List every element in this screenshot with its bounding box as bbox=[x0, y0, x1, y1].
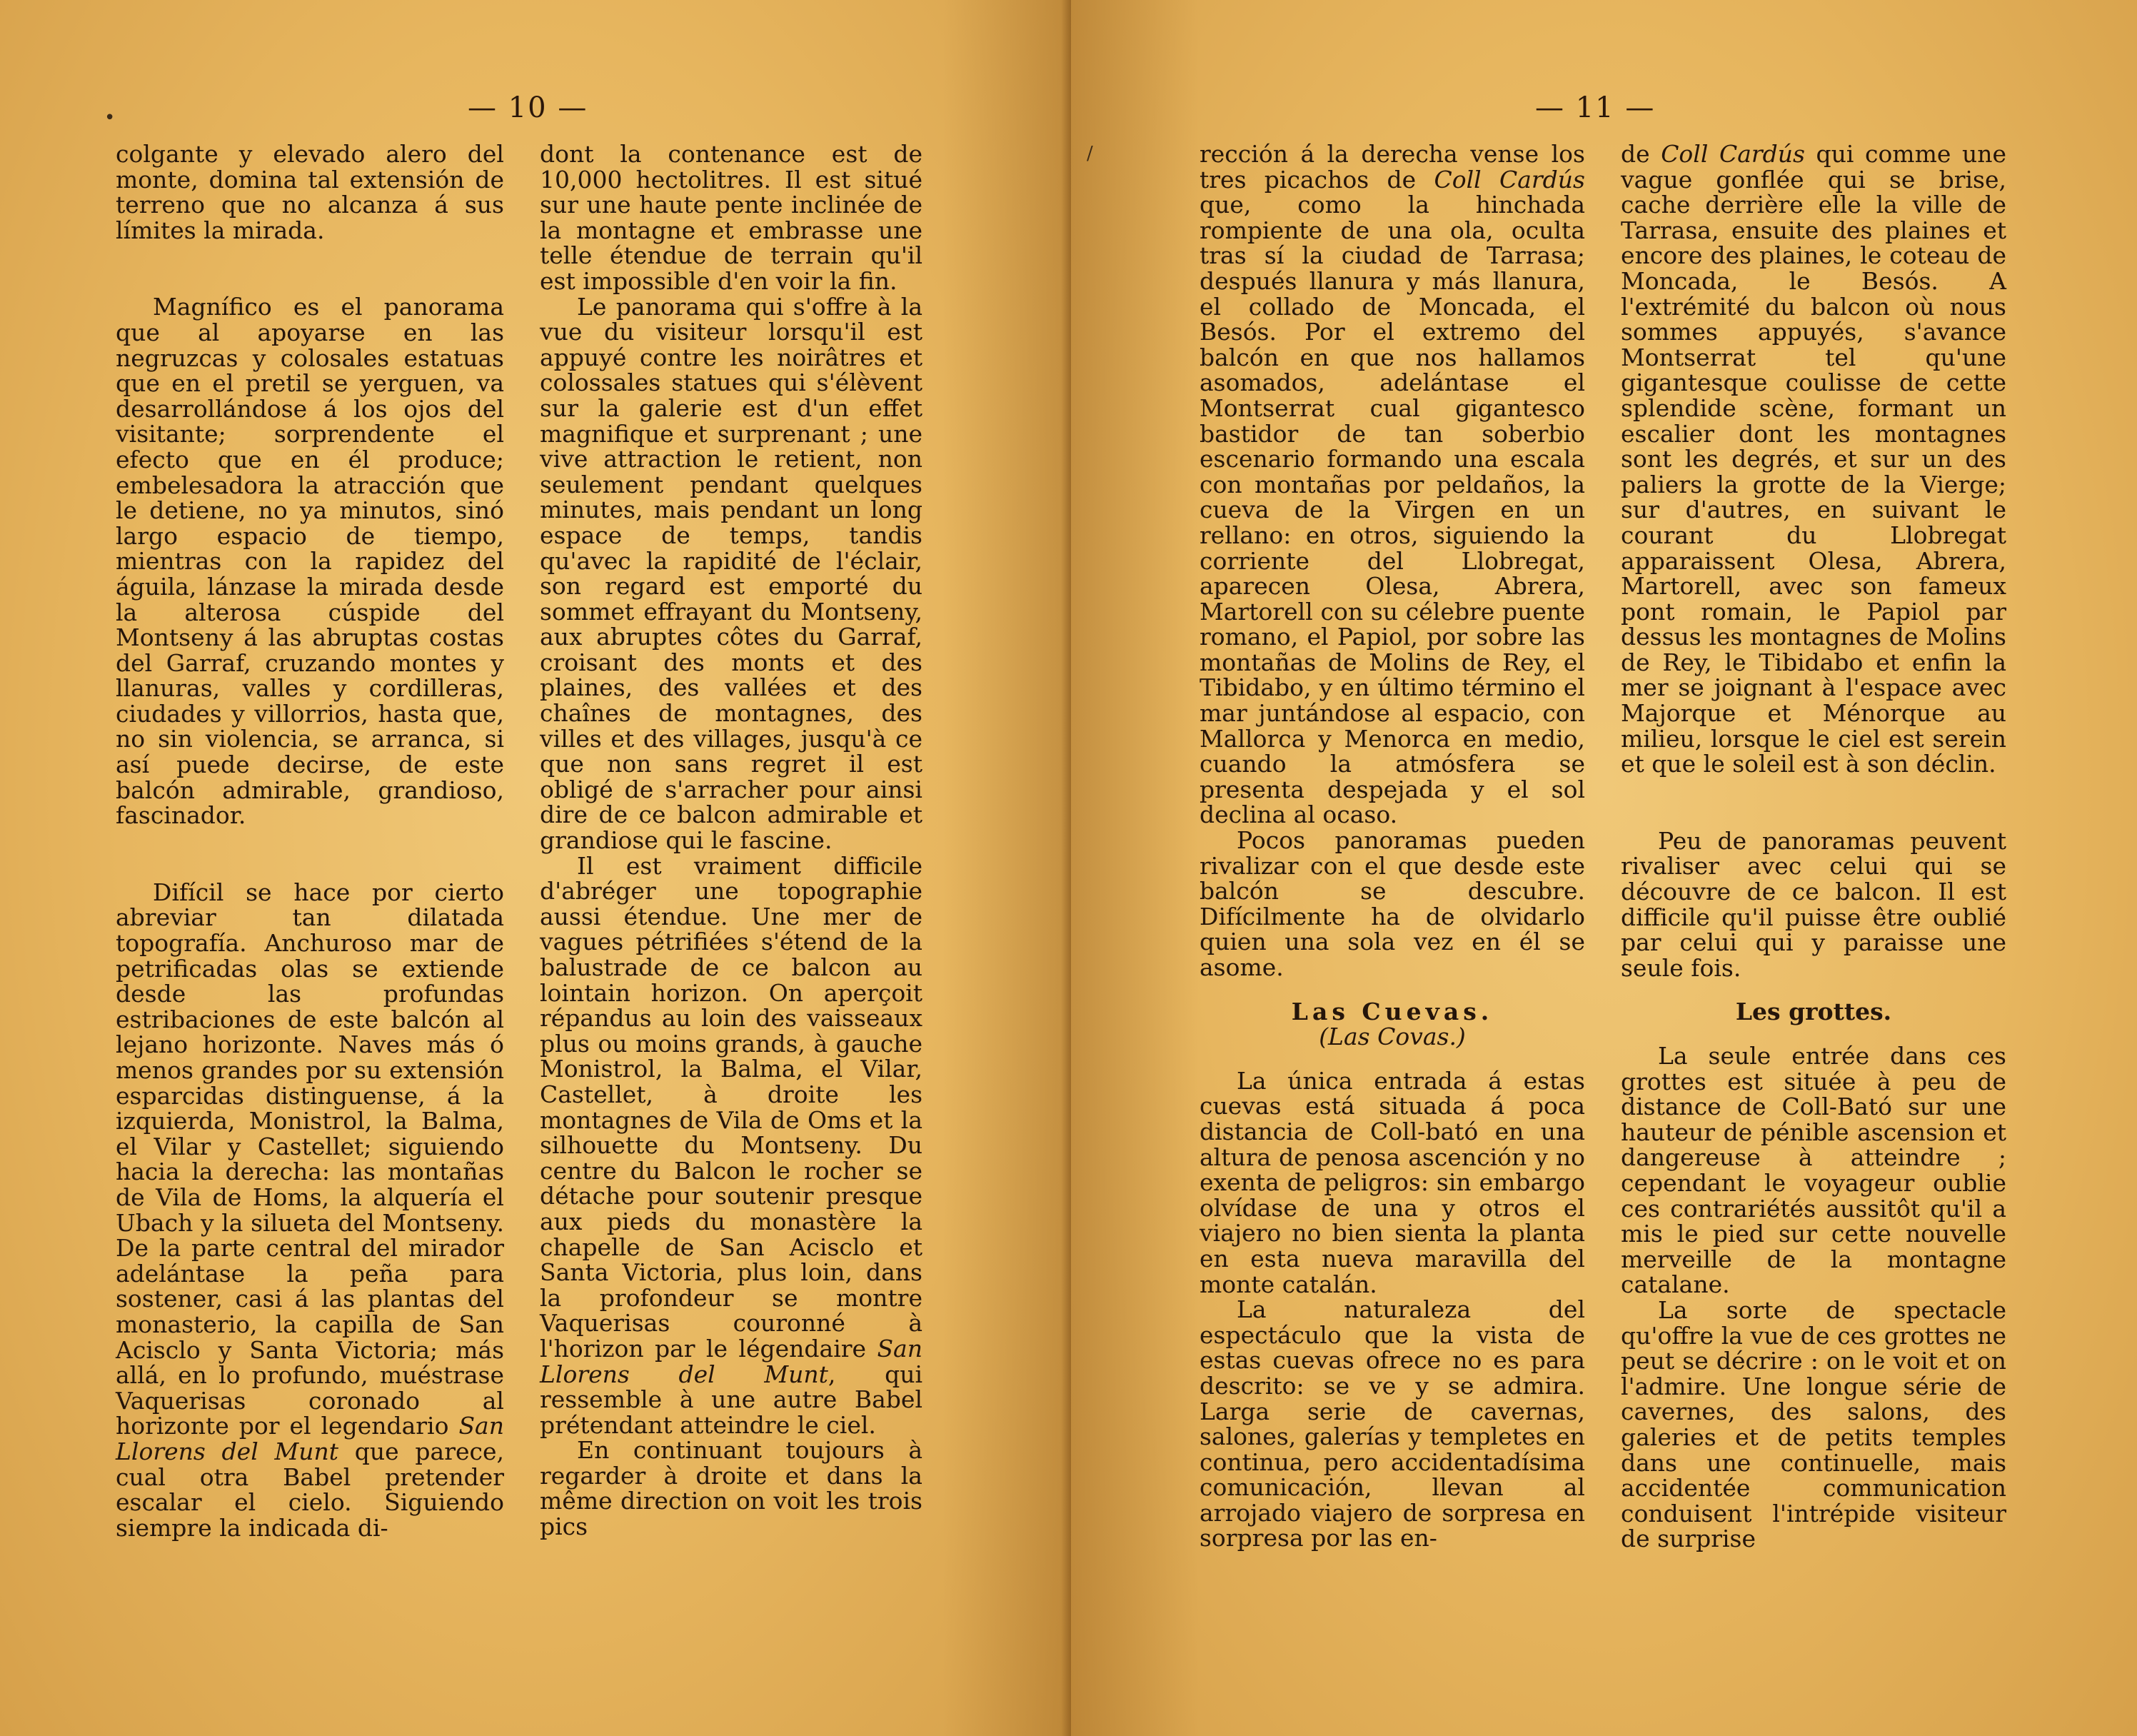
paragraph: La seule entrée dans ces grottes est située à peu de distance de Coll-Bató sur une hauteur de pénible ascension et dangereuse à atteindre ; cependant le voyageur oublie ces contrariétés aussitôt qu'il a mis le pied sur cette nouvelle merveille de la montagne catalane. bbox=[1621, 1042, 2006, 1299]
paragraph: La sorte de spectacle qu'offre la vue de ces grottes ne peut se décrire : on le voit et on l'admire. Une longue série de cavernes, des salons, des galeries et de petits temples dans une continuelle, mais accidentée communication conduisent l'intrépide visiteur de surprise bbox=[1621, 1295, 2006, 1553]
page-number: — 11 — bbox=[1535, 91, 1656, 124]
section-heading: Las Cuevas. bbox=[1291, 997, 1494, 1025]
french-column bbox=[540, 141, 922, 1540]
paragraph: Peu de panoramas peuvent rivaliser avec celui qui se découvre de ce balcon. Il est difficile qu'il puisse être oublié par celui qui y paraisse une seule fois. bbox=[1621, 826, 2006, 982]
spanish-column bbox=[116, 141, 504, 1540]
paragraph: colgante y elevado alero del monte, domina tal extensión de terreno que no alcanza á sus límites la mirada. bbox=[116, 140, 504, 244]
section-subheading: (Las Covas.) bbox=[1319, 1023, 1466, 1051]
right-page bbox=[1071, 0, 2137, 1736]
paragraph: Pocos panoramas pueden rivalizar con el que desde este balcón se descubre. Difícilmente ha de olvidarlo quien una sola vez en él se asome. bbox=[1200, 826, 1585, 981]
page-number: — 10 — bbox=[468, 91, 588, 124]
paragraph: Difícil se hace por cierto abreviar tan dilatada topografía. Anchuroso mar de petrificadas olas se extiende desde las profundas estribaciones de este balcón al lejano horizonte. Naves más ó menos grandes por su extensión esparcidas distinguense, á la izquierda, Monistrol, la Balma, el Vilar y Castellet; siguiendo hacia la derecha: las montañas de Vila de Homs, la alquería el Ubach y la silueta del Montseny. De la parte central del mirador adelántase la peña para sostener, casi á las plantas del monasterio, la capilla de San Acisclo y Santa Victoria; más allá, en lo profundo, muéstrase Vaquerisas coronado al horizonte por el legendario San Llorens del Munt que parece, cual otra Babel pretender escalar el cielo. Siguiendo siempre la indicada di- bbox=[116, 878, 504, 1542]
french-column bbox=[1621, 141, 2006, 1552]
spanish-column bbox=[1200, 141, 1585, 1551]
paragraph: Le panorama qui s'offre à la vue du visiteur lorsqu'il est appuyé contre les noirâtres et colossales statues qui s'élèvent sur la galerie est d'un effet magnifique et surprenant ; une vive attraction le retient, non seulement pendant quelques minutes, mais pendant un long espace de temps, tandis qu'avec la rapidité de l'éclair, son regard est emporté du sommet effrayant du Montseny, aux abruptes côtes du Garraf, croisant des monts et des plaines, des vallées et des chaînes de montagnes, des villes et des villages, jusqu'à ce que non sans regret il est obligé de s'arracher pour ainsi dire de ce balcon admirable et grandiose qui le fascine. bbox=[540, 292, 922, 855]
ink-speck: • bbox=[104, 107, 116, 129]
paragraph: La naturaleza del espectáculo que la vista de estas cuevas ofrece no es para descrito: se ve y se admira. Larga serie de cavernas, salones, galerías y templetes en continua, pero accidentadísima comunicación, llevan al arrojado viajero de sorpresa en sorpresa por las en- bbox=[1200, 1295, 1585, 1552]
paragraph: La única entrada á estas cuevas está situada á poca distancia de Coll-bató en una altura de penosa ascención y no exenta de peligros: sin embargo olvídase de una y otros el viajero no bien sienta la planta en esta nueva maravilla del monte catalán. bbox=[1200, 1066, 1585, 1298]
section-heading: Les grottes. bbox=[1735, 998, 1892, 1026]
italic-place-name: Coll Cardús bbox=[1434, 165, 1585, 194]
italic-place-name: San Llorens del Munt bbox=[540, 1334, 922, 1388]
paragraph: Il est vraiment difficile d'abréger une topographie aussi étendue. Une mer de vagues pétrifiées s'étend de la balustrade de ce balcon au lointain horizon. On aperçoit répandus au loin des vaisseaux plus ou moins grands, à gauche Monistrol, la Balma, el Vilar, Castellet, à droite les montagnes de Vila de Oms et la silhouette du Montseny. Du centre du Balcon le rocher se détache pour soutenir presque aux pieds du monastère la chapelle de San Acisclo et Santa Victoria, plus loin, dans la profondeur se montre Vaquerisas couronné à l'horizon par le légendaire San Llorens del Munt, qui ressemble à une autre Babel prétendant atteindre le ciel. bbox=[540, 851, 923, 1439]
paragraph: rección á la derecha vense los tres picachos de Coll Cardús que, como la hinchada rompiente de una ola, oculta tras sí la ciudad de Tarrasa; después llanura y más llanura, el collado de Moncada, el Besós. Por el extremo del balcón en que nos hallamos asomados, adelántase el Montserrat cual gigantesco bastidor de tan soberbio escenario formando una escala con montañas por peldaños, la cueva de la Virgen en un rellano: en otros, siguiendo la corriente del Llobregat, aparecen Olesa, Abrera, Martorell con su célebre puente romano, el Papiol, por sobre las montañas de Molins de Rey, el Tibidabo, y en último término el mar juntándose al espacio, con Mallorca y Menorca en medio, cuando la atmósfera se presenta despejada y el sol declina al ocaso. bbox=[1200, 140, 1585, 829]
italic-place-name: Coll Cardús bbox=[1661, 140, 1805, 168]
ink-speck: / bbox=[1087, 143, 1093, 164]
paragraph: de Coll Cardús qui comme une vague gonflée qui se brise, cache derrière elle la ville de Tarrasa, ensuite des plaines et encore des plaines, le coteau de Moncada, le Besós. A l'extrémité du balcon où nous sommes appuyés, s'avance Montserrat tel qu'une gigantesque coulisse de cette splendide scène, formant un escalier dont les montagnes sont les degrés, et sur un des paliers la grotte de la Vierge; sur d'autres, en suivant le courant du Llobregat apparaissent Olesa, Abrera, Martorell, avec son fameux pont romain, le Papiol par dessus les montagnes de Molins de Rey, le Tibidabo et enfin la mer se joignant à l'espace avec Majorque et Ménorque au milieu, lorsque le ciel est serein et que le soleil est à son déclin. bbox=[1621, 140, 2006, 778]
paragraph: Magnífico es el panorama que al apoyarse en las negruzcas y colosales estatuas que en el pretil se yerguen, va desarrollándose á los ojos del visitante; sorprendente el efecto que en él produce; embelesadora la atracción que le detiene, no ya minutos, sinó largo espacio de tiempo, mientras con la rapidez del águila, lánzase la mirada desde la alterosa cúspide del Montseny á las abruptas costas del Garraf, cruzando montes y llanuras, valles y cordilleras, ciudades y villorrios, hasta que, no sin violencia, se arranca, si así puede decirse, de este balcón admirable, grandioso, fascinador. bbox=[116, 293, 504, 830]
italic-place-name: San Llorens del Munt bbox=[116, 1412, 504, 1465]
paragraph: En continuant toujours à regarder à droite et dans la même direction on voit les trois pics bbox=[540, 1436, 922, 1541]
paragraph: dont la contenance est de 10,000 hectolitres. Il est situé sur une haute pente inclinée de la montagne et embrasse une telle étendue de terrain qu'il est impossible d'en voir la fin. bbox=[540, 140, 922, 295]
